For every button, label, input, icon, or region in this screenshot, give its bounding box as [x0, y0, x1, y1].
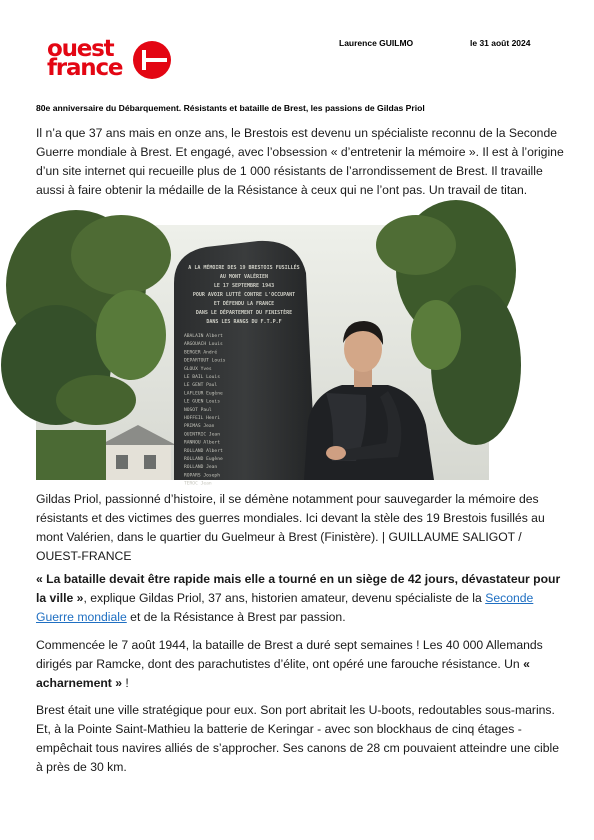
- logo-line-1: ouest: [47, 36, 114, 62]
- wwii-link[interactable]: Seconde Guerre mondiale: [36, 591, 534, 624]
- stele-name: ROLLAND Eugène: [184, 457, 223, 462]
- stele-name: ROPARS Joseph: [184, 473, 220, 479]
- quote-middle: , explique Gildas Priol, 37 ans, historien amateur, devenu spécialiste de la: [83, 591, 486, 605]
- stele-header-line: DANS LES RANGS DU F.T.P.F: [206, 319, 282, 325]
- quote-paragraph: [36, 570, 566, 627]
- stele-header-line: ET DÉFENDU LA FRANCE: [213, 301, 275, 307]
- stele-header-line: LE 17 SEPTEMBRE 1943: [213, 283, 275, 289]
- stele-header-line: A LA MÉMOIRE DES 19 BRESTOIS FUSILLÉS: [188, 265, 300, 271]
- strategy-paragraph: Brest était une ville stratégique pour eux. Son port abritait les U-boots, redoutables sous-marins. Et, à la Pointe Saint-Mathieu la batterie de Keringar - avec son blockhaus de cinq étages - empêchait tous navires alliés de s’approcher. Ses canons de 28 cm pouvaient atteindre une cible à près de 30 km.: [36, 703, 560, 774]
- stele-name: RANNOU Albert: [184, 440, 220, 446]
- memorial-stele: [174, 241, 316, 487]
- stele-header-line: POUR AVOIR LUTTÉ CONTRE L'OCCUPANT: [192, 292, 296, 298]
- article-photo: [36, 225, 489, 487]
- logo-circle-icon: [133, 41, 171, 79]
- stele-name: LAFLEUR Eugène: [184, 391, 223, 397]
- stele-name: BERGER André: [184, 350, 218, 356]
- stele-name: DEPARTOUT Louis: [184, 358, 226, 364]
- logo-line-2: france: [47, 55, 123, 81]
- battle-end: !: [122, 676, 129, 690]
- battle-paragraph: [36, 636, 566, 693]
- article-headline: 80e anniversaire du Débarquement. Résistants et bataille de Brest, les passions de Gildas Priol: [36, 103, 425, 113]
- battle-bold: « acharnement »: [36, 657, 530, 690]
- stele-name: ABALAIN Albert: [184, 334, 223, 339]
- logo-wordmark: [47, 36, 123, 81]
- stele-name: PRIMAS Jean: [184, 424, 215, 430]
- stele-name: LE GENT Paul: [184, 383, 218, 389]
- intro-paragraph: Il n’a que 37 ans mais en onze ans, le Brestois est devenu un spécialiste reconnu de la Seconde Guerre mondiale à Brest. Et engagé, avec l’obsession « d’entretenir la mémoire ». Il est à l’origine d’un site internet qui recueille plus de 1 000 résistants de l’arrondissement de Brest. Il travaille aussi à faire obtenir la médaille de la Résistance à ceux qui ne l’ont pas. Un travail de titan.: [36, 126, 564, 197]
- stele-header-line: AU MONT VALÉRIEN: [219, 274, 269, 280]
- quote-end: et de la Résistance à Brest par passion.: [126, 610, 346, 624]
- stele-name: LE GUEN Louis: [184, 399, 220, 405]
- battle-text: Commencée le 7 août 1944, la bataille de Brest a duré sept semaines ! Les 40 000 Allemands dirigés par Ramcke, dont des parachutistes d’élite, ont opéré une farouche résistance. Un: [36, 638, 543, 671]
- author-name: Laurence GUILMO: [339, 38, 414, 48]
- stele-name: TEROC Jean: [184, 481, 212, 487]
- photo-caption: Gildas Priol, passionné d’histoire, il se démène notamment pour sauvegarder la mémoire des résistants et des victimes des guerres mondiales. Ici devant la stèle des 19 Brestois fusillés au mont Valérien, dans le quartier du Guelmeur à Brest (Finistère). | GUILLAUME SALIGOT / OUEST-FRANCE: [36, 492, 545, 563]
- stele-name: LE BAIL Louis: [184, 375, 220, 380]
- stele-name: HOFFEIL Henri: [184, 416, 220, 421]
- stele-name: ROLLAND Albert: [184, 448, 223, 454]
- stele-name: ARGOUACH Louis: [184, 342, 223, 348]
- publication-date: le 31 août 2024: [470, 38, 531, 48]
- stele-name: QUINTRIC Jean: [184, 432, 220, 438]
- ouest-france-logo[interactable]: [47, 36, 173, 82]
- stele-name: GLOUX Yves: [184, 366, 212, 372]
- quote-bold: « La bataille devait être rapide mais elle a tourné en un siège de 42 jours, dévastateur pour la ville »: [36, 572, 561, 605]
- stele-name: ROLLAND Jean: [184, 465, 218, 471]
- stele-name: NOSOT Paul: [184, 407, 212, 413]
- stele-header-line: DANS LE DÉPARTEMENT DU FINISTÈRE: [195, 310, 293, 316]
